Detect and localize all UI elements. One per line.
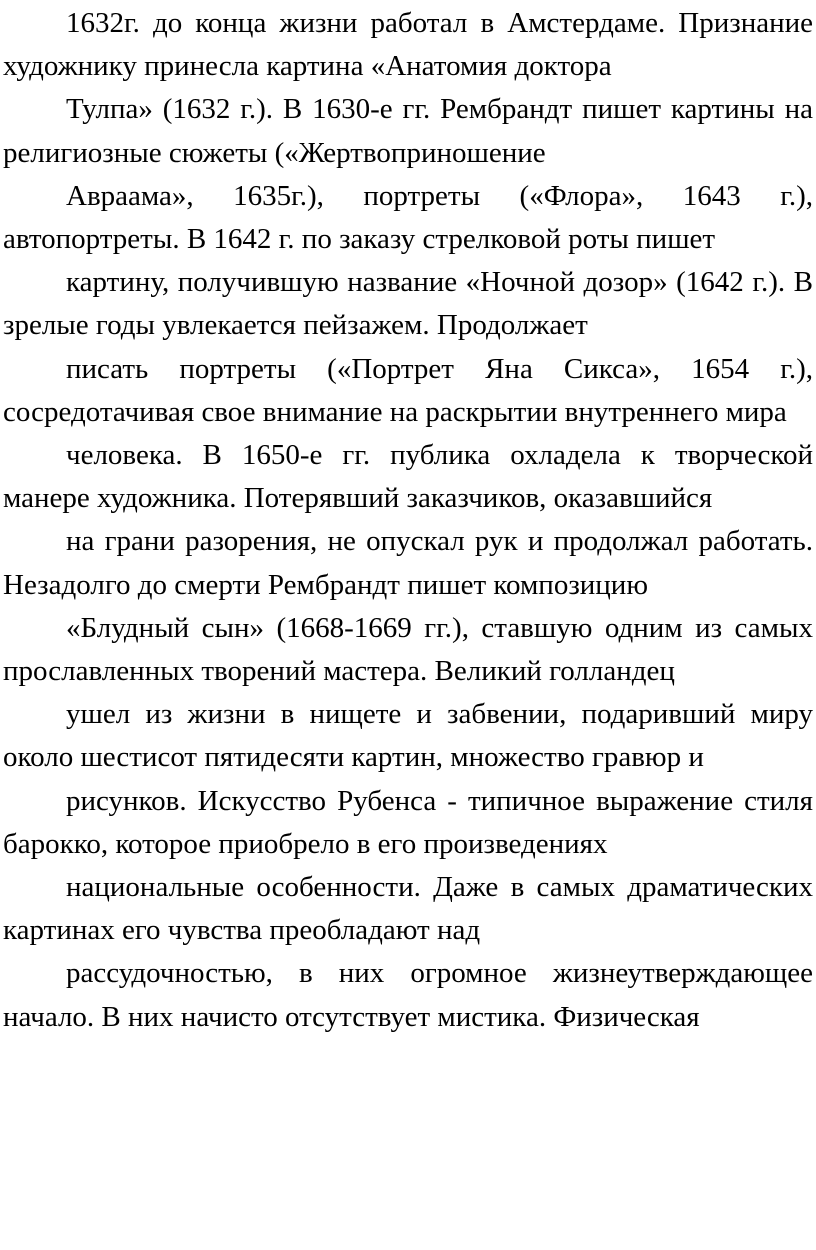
paragraph: национальные особенности. Даже в самых драматических картинах его чувства преобладают над	[3, 871, 813, 947]
paragraph: «Блудный сын» (1668-1669 гг.), ставшую одним из самых прославленных творений мастера. Великий голландец	[3, 611, 813, 688]
paragraph: ушел из жизни в нищете и забвении, подаривший миру около шестисот пятидесяти картин, множество гравюр и	[3, 698, 813, 774]
paragraph: рассудочностью, в них огромное жизнеутверждающее начало. В них начисто отсутствует мистика. Физическая	[3, 957, 813, 1033]
document-body	[3, 2, 813, 1039]
paragraph: писать портреты («Портрет Яна Сикса», 1654 г.), сосредотачивая свое внимание на раскрытии внутреннего мира	[3, 352, 813, 428]
paragraph: Тулпа» (1632 г.). В 1630-е гг. Рембрандт пишет картины на религиозные сюжеты («Жертвоприношение	[3, 93, 813, 169]
paragraph: на грани разорения, не опускал рук и продолжал работать. Незадолго до смерти Рембрандт пишет композицию	[3, 525, 813, 601]
paragraph: Авраама», 1635г.), портреты («Флора», 1643 г.), автопортреты. В 1642 г. по заказу стрелковой роты пишет	[3, 179, 813, 256]
paragraph: картину, получившую название «Ночной дозор» (1642 г.). В зрелые годы увлекается пейзажем. Продолжает	[3, 266, 813, 342]
paragraph: 1632г. до конца жизни работал в Амстердаме. Признание художнику принесла картина «Анатомия доктора	[3, 7, 813, 83]
paragraph: рисунков. Искусство Рубенса - типичное выражение стиля барокко, которое приобрело в его произведениях	[3, 784, 813, 860]
paragraph: человека. В 1650-е гг. публика охладела к творческой манере художника. Потерявший заказчиков, оказавшийся	[3, 439, 813, 515]
